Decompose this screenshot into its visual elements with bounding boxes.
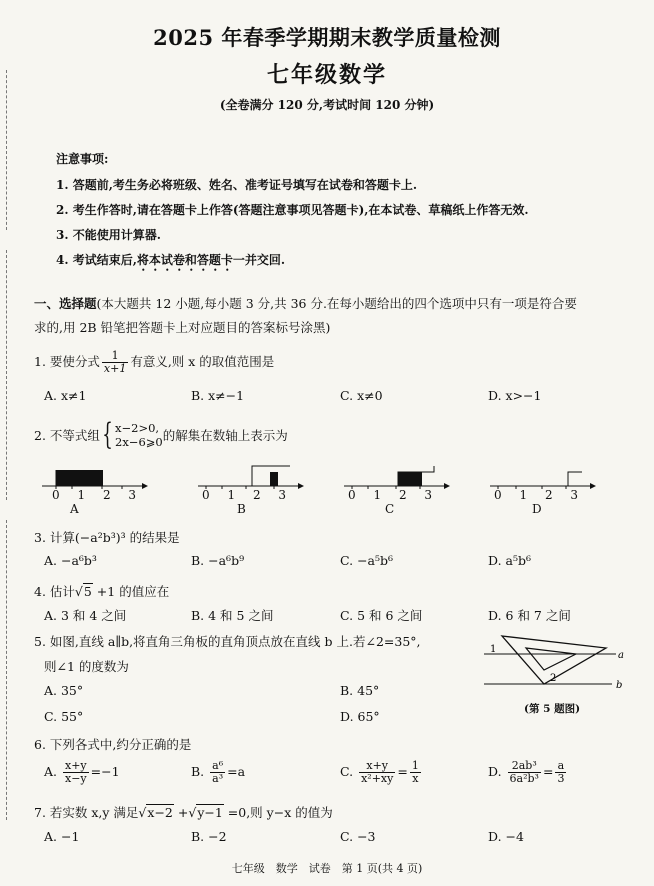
q5-option-b: B. 45° xyxy=(340,683,380,698)
q3-option-a: A. −a⁶b³ xyxy=(44,553,97,568)
q3-option-c: C. −a⁵b⁶ xyxy=(340,553,394,568)
q5-figure xyxy=(478,632,628,698)
question-6: 6. 下列各式中,约分正确的是 xyxy=(34,737,192,752)
fig-label-b: b xyxy=(616,680,623,691)
binding-line-bottom xyxy=(6,520,7,820)
question-7: 7. 若实数 x,y 满足√x−2 +√y−1 =0,则 y−x 的值为 xyxy=(34,805,333,820)
number-line-c-ticks: 0 1 2 3 xyxy=(348,488,440,502)
q3-option-d: D. a⁵b⁶ xyxy=(488,553,531,568)
question-5: 5. 如图,直线 a∥b,将直角三角板的直角顶点放在直线 b 上.若∠2=35°, xyxy=(34,634,421,649)
q5-option-a: A. 35° xyxy=(44,683,84,698)
note-item-2: 2. 考生作答时,请在答题卡上作答(答题注意事项见答题卡),在本试卷、草稿纸上作答无效. xyxy=(56,203,529,217)
q2-label-d: D xyxy=(532,502,542,516)
q6-option-d: D. $\frac{\text{2ab³}}{\text{6a²b³}}$ = $\frac{a}{3}$ xyxy=(488,759,565,785)
q5-option-d: D. 65° xyxy=(340,709,380,724)
question-2: 2. 不等式组{ x−2>0, 2x−6⩾0的解集在数轴上表示为 xyxy=(34,417,288,452)
q2-label-b: B xyxy=(237,502,246,516)
note-item-4: 4. 考试结束后,将本试卷和答题卡一并交回. xyxy=(56,253,286,267)
number-line-b-ticks: 0 1 2 3 xyxy=(202,488,294,502)
q1-option-a: A. x≠1 xyxy=(44,388,87,403)
note-item-1: 1. 答题前,考生务必将班级、姓名、准考证号填写在试卷和答题卡上. xyxy=(56,178,418,192)
q1-option-c: C. x≠0 xyxy=(340,388,383,403)
number-line-d-ticks: 0 1 2 3 xyxy=(494,488,586,502)
q6-option-b: B. $\frac{\text{a⁶}}{\text{a³}}$ =a xyxy=(191,759,246,785)
fig-label-2: 2 xyxy=(550,673,557,684)
exam-title: 2025 年春季学期期末教学质量检测 xyxy=(153,25,501,50)
q6-option-a: A. $\frac{x+y}{x-y}$ =−1 xyxy=(44,759,120,785)
q4-option-d: D. 6 和 7 之间 xyxy=(488,608,571,623)
q7-option-c: C. −3 xyxy=(340,829,376,844)
q2-label-a: A xyxy=(70,502,79,516)
q2-label-c: C xyxy=(385,502,395,516)
q3-option-b: B. −a⁶b⁹ xyxy=(191,553,245,568)
q7-option-d: D. −4 xyxy=(488,829,524,844)
fig-label-1: 1 xyxy=(490,644,497,655)
fig-label-a: a xyxy=(618,650,624,661)
q7-option-b: B. −2 xyxy=(191,829,227,844)
note-item-3: 3. 不能使用计算器. xyxy=(56,228,161,242)
question-3: 3. 计算(−a²b³)³ 的结果是 xyxy=(34,530,180,545)
q7-option-a: A. −1 xyxy=(44,829,80,844)
notes-heading: 注意事项: xyxy=(56,152,109,166)
number-line-a-ticks: 0 1 2 3 xyxy=(52,488,144,502)
page-footer: 七年级 数学 试卷 第 1 页(共 4 页) xyxy=(231,862,423,875)
q5-figure-caption: (第 5 题图) xyxy=(524,703,581,715)
q1-option-d: D. x>−1 xyxy=(488,388,542,403)
exam-subtitle: 七年级数学 xyxy=(266,62,387,88)
exam-info: (全卷满分 120 分,考试时间 120 分钟) xyxy=(219,98,435,112)
section-1-header: 一、选择题(本大题共 12 小题,每小题 3 分,共 36 分.在每小题给出的四个选项中只有一项是符合要 求的,用 2B 铅笔把答题卡上对应题目的答案标号涂黑) xyxy=(34,296,577,335)
q4-option-b: B. 4 和 5 之间 xyxy=(191,608,274,623)
question-5-line2: 则∠1 的度数为 xyxy=(44,659,129,674)
question-1: 1. 要使分式 $\frac{1}{x+1}$ 有意义,则 x 的取值范围是 xyxy=(34,349,275,375)
q1-option-b: B. x≠−1 xyxy=(191,388,245,403)
q5-option-c: C. 55° xyxy=(44,709,84,724)
binding-line-mid xyxy=(6,250,7,500)
q4-option-c: C. 5 和 6 之间 xyxy=(340,608,423,623)
question-4: 4. 估计√5 +1 的值应在 xyxy=(34,584,170,599)
q4-option-a: A. 3 和 4 之间 xyxy=(44,608,127,623)
binding-line-top xyxy=(6,70,7,230)
q6-option-c: C. $\frac{x+y}{\text{x²+xy}}$ = $\frac{1}{x}$ xyxy=(340,759,419,785)
